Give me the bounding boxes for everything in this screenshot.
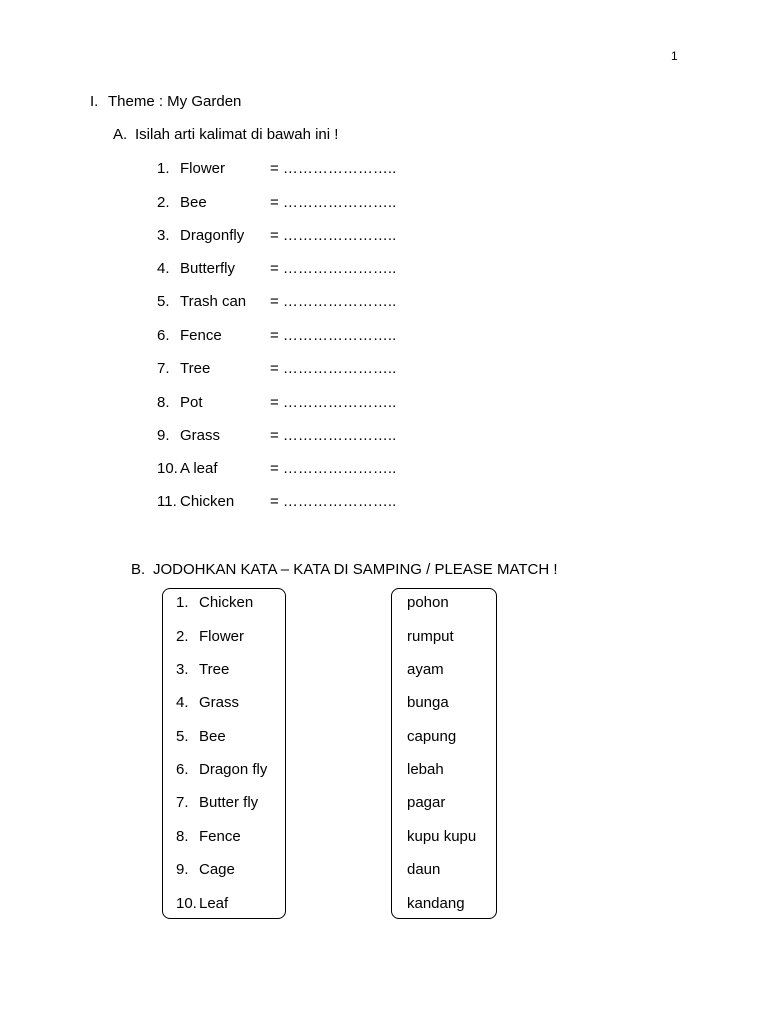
match-right-word: pohon xyxy=(407,594,449,611)
vocab-item xyxy=(0,194,768,212)
match-left-word: Flower xyxy=(199,628,245,645)
vocab-item xyxy=(0,160,768,178)
section-b-letter: B. xyxy=(131,561,146,578)
vocab-word: Fence xyxy=(180,327,222,344)
vocab-answer-blank: = ………………….. xyxy=(270,460,397,477)
vocab-word: Pot xyxy=(180,394,203,411)
match-right-word: rumput xyxy=(407,628,454,645)
vocab-answer-blank: = ………………….. xyxy=(270,360,397,377)
match-left-word: Fence xyxy=(199,828,241,845)
vocab-number: 1. xyxy=(157,160,170,177)
match-left-word: Dragon fly xyxy=(199,761,268,778)
vocab-number: 6. xyxy=(157,327,170,344)
match-left-number: 5. xyxy=(176,728,189,745)
vocab-item xyxy=(0,260,768,278)
section-b-title: JODOHKAN KATA – KATA DI SAMPING / PLEASE MATCH ! xyxy=(153,561,558,578)
match-right-word: lebah xyxy=(407,761,444,778)
vocab-item xyxy=(0,293,768,311)
vocab-number: 9. xyxy=(157,427,170,444)
vocab-word: Dragonfly xyxy=(180,227,245,244)
match-left-number: 8. xyxy=(176,828,189,845)
match-right-word: capung xyxy=(407,728,457,745)
vocab-answer-blank: = ………………….. xyxy=(270,227,397,244)
match-left-number: 3. xyxy=(176,661,189,678)
vocab-item xyxy=(0,360,768,378)
match-left-number: 6. xyxy=(176,761,189,778)
vocab-word: Trash can xyxy=(180,293,247,310)
vocab-item xyxy=(0,327,768,345)
vocab-number: 4. xyxy=(157,260,170,277)
vocab-word: A leaf xyxy=(180,460,218,477)
match-left-number: 9. xyxy=(176,861,189,878)
match-left-word: Bee xyxy=(199,728,226,745)
match-right-word: kupu kupu xyxy=(407,828,477,845)
vocab-answer-blank: = ………………….. xyxy=(270,260,397,277)
vocab-item xyxy=(0,460,768,478)
match-right-word: bunga xyxy=(407,694,449,711)
match-left-word: Cage xyxy=(199,861,235,878)
section-a-title: Isilah arti kalimat di bawah ini ! xyxy=(135,126,339,143)
vocab-item xyxy=(0,493,768,511)
vocab-answer-blank: = ………………….. xyxy=(270,427,397,444)
vocab-answer-blank: = ………………….. xyxy=(270,160,397,177)
vocab-word: Grass xyxy=(180,427,221,444)
vocab-number: 3. xyxy=(157,227,170,244)
vocab-answer-blank: = ………………….. xyxy=(270,293,397,310)
vocab-number: 8. xyxy=(157,394,170,411)
vocab-number: 5. xyxy=(157,293,170,310)
section-a-letter: A. xyxy=(113,126,128,143)
vocab-number: 11. xyxy=(157,493,177,510)
vocab-word: Tree xyxy=(180,360,211,377)
vocab-number: 10. xyxy=(157,460,178,477)
match-right-word: pagar xyxy=(407,794,446,811)
match-left-number: 4. xyxy=(176,694,189,711)
vocab-word: Flower xyxy=(180,160,226,177)
page-number: 1 xyxy=(671,49,678,63)
vocab-word: Chicken xyxy=(180,493,235,510)
match-left-number: 7. xyxy=(176,794,189,811)
vocab-word: Bee xyxy=(180,194,207,211)
match-left-number: 10. xyxy=(176,895,197,912)
vocab-number: 7. xyxy=(157,360,170,377)
match-left-number: 1. xyxy=(176,594,189,611)
theme-number: I. xyxy=(90,93,99,110)
match-right-word: daun xyxy=(407,861,441,878)
vocab-answer-blank: = ………………….. xyxy=(270,394,397,411)
vocab-answer-blank: = ………………….. xyxy=(270,327,397,344)
match-left-word: Tree xyxy=(199,661,230,678)
vocab-item xyxy=(0,427,768,445)
vocab-answer-blank: = ………………….. xyxy=(270,194,397,211)
vocab-answer-blank: = ………………….. xyxy=(270,493,397,510)
vocab-word: Butterfly xyxy=(180,260,236,277)
match-left-number: 2. xyxy=(176,628,189,645)
match-left-word: Chicken xyxy=(199,594,254,611)
match-right-word: kandang xyxy=(407,895,465,912)
vocab-item xyxy=(0,227,768,245)
match-left-word: Butter fly xyxy=(199,794,259,811)
theme-title: Theme : My Garden xyxy=(108,93,242,110)
match-left-word: Grass xyxy=(199,694,240,711)
vocab-number: 2. xyxy=(157,194,170,211)
match-left-word: Leaf xyxy=(199,895,229,912)
vocab-item xyxy=(0,394,768,412)
match-right-word: ayam xyxy=(407,661,444,678)
